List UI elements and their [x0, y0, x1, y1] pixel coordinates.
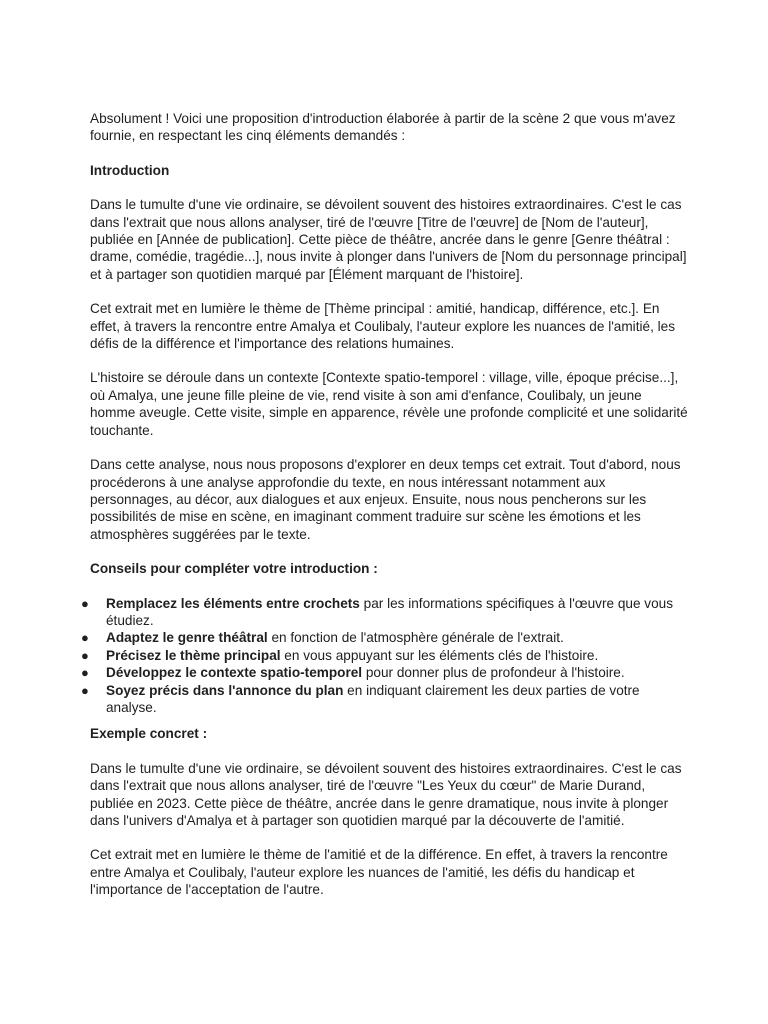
tips-list	[81, 595, 690, 717]
bullet-icon: ●	[81, 630, 89, 646]
tip-text: pour donner plus de profondeur à l'histoire.	[362, 665, 625, 681]
list-item	[81, 595, 690, 630]
bullet-icon: ●	[81, 647, 89, 663]
paragraph: Dans cette analyse, nous nous proposons d'explorer en deux temps cet extrait. Tout d'abord, nous procéderons à une analyse approfondie du texte, en nous intéressant notamment aux personnages, au décor, aux dialogues et aux enjeux. Ensuite, nous nous pencherons sur les possibilités de mise en scène, en imaginant comment traduire sur scène les émotions et les atmosphères suggérées par le texte.	[90, 457, 681, 542]
heading-conseils: Conseils pour compléter votre introduction :	[90, 561, 378, 577]
tip-text: en fonction de l'atmosphère générale de l'extrait.	[267, 630, 564, 646]
paragraph: Cet extrait met en lumière le thème de [Thème principal : amitié, handicap, différence, etc.]. En effet, à travers la rencontre entre Amalya et Coulibaly, l'auteur explore les nuances de l'amitié, les défis de la différence et l'importance des relations humaines.	[90, 301, 675, 352]
paragraph: Dans le tumulte d'une vie ordinaire, se dévoilent souvent des histoires extraordinaires. C'est le cas dans l'extrait que nous allons analyser, tiré de l'œuvre [Titre de l'œuvre] de [Nom de l'auteur], publiée en [Année de publication]. Cette pièce de théâtre, ancrée dans le genre [Genre théâtral : drame, comédie, tragédie...], nous invite à plonger dans l'univers de [Nom du personnage principal] et à partager son quotidien marqué par [Élément marquant de l'histoire].	[90, 197, 687, 282]
tip-text: en indiquant clairement les deux parties de votre analyse.	[106, 682, 640, 715]
bullet-icon: ●	[81, 682, 89, 698]
tip-text: par les informations spécifiques à l'œuvre que vous étudiez.	[106, 595, 674, 628]
tip-text: en vous appuyant sur les éléments clés de l'histoire.	[280, 647, 599, 663]
bullet-icon: ●	[81, 595, 89, 611]
tip-bold: Précisez le thème principal	[106, 647, 281, 663]
intro-line: Absolument ! Voici une proposition d'introduction élaborée à partir de la scène 2 que vous m'avez fournie, en respectant les cinq éléments demandés :	[90, 111, 676, 144]
list-item	[81, 629, 690, 646]
tip-bold: Remplacez les éléments entre crochets	[106, 595, 360, 611]
document-page	[81, 110, 690, 916]
example-paragraph: Cet extrait met en lumière le thème de l'amitié et de la différence. En effet, à travers la rencontre entre Amalya et Coulibaly, l'auteur explore les nuances de l'amitié, les défis du handicap et l'importance de l'acceptation de l'autre.	[90, 847, 668, 898]
bullet-icon: ●	[81, 665, 89, 681]
paragraph: L'histoire se déroule dans un contexte [Contexte spatio-temporel : village, ville, époque précise...], où Amalya, une jeune fille pleine de vie, rend visite à son ami d'enfance, Coulibaly, un jeune homme aveugle. Cette visite, simple en apparence, révèle une profonde complicité et une solidarité touchante.	[90, 370, 688, 438]
example-paragraph: Dans le tumulte d'une vie ordinaire, se dévoilent souvent des histoires extraordinaires. C'est le cas dans l'extrait que nous allons analyser, tiré de l'œuvre "Les Yeux du cœur" de Marie Durand, publiée en 2023. Cette pièce de théâtre, ancrée dans le genre dramatique, nous invite à plonger dans l'univers d'Amalya et à partager son quotidien marqué par la découverte de l'amitié.	[90, 760, 682, 828]
list-item	[81, 664, 690, 681]
tip-bold: Soyez précis dans l'annonce du plan	[106, 682, 344, 698]
tip-bold: Développez le contexte spatio-temporel	[106, 665, 363, 681]
list-item	[81, 682, 690, 717]
tip-bold: Adaptez le genre théâtral	[106, 630, 268, 646]
list-item	[81, 647, 690, 664]
heading-exemple: Exemple concret :	[90, 726, 208, 742]
heading-introduction: Introduction	[90, 162, 170, 178]
